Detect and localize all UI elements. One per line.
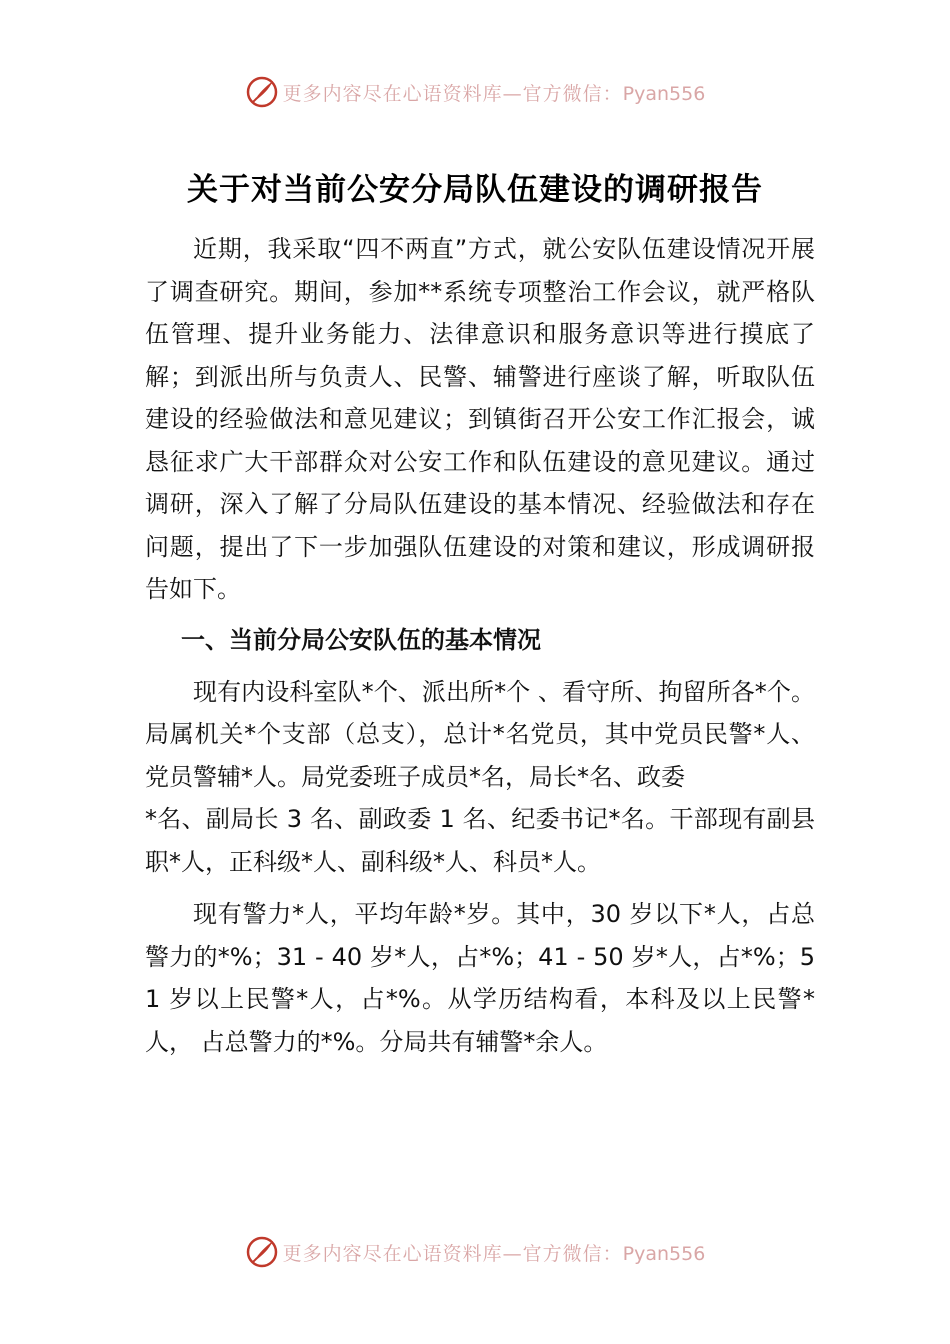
quill-pen-logo-icon xyxy=(245,75,279,109)
intro-paragraph: 近期，我采取“四不两直”方式，就公安队伍建设情况开展了调查研究。期间，参加**系统专项整治工作会议，就严格队伍管理、提升业务能力、法律意识和服务意识等进行摸底了解；到派出所与负责人、民警、辅警进行座谈了解，听取队伍建设的经验做法和意见建议；到镇街召开公安工作汇报会，诚恳征求广大干部群众对公安工作和队伍建设的意见建议。通过调研，深入了解了分局队伍建设的基本情况、经验做法和存在问题，提出了下一步加强队伍建设的对策和建议，形成调研报告如下。 xyxy=(145,235,815,603)
footer-watermark xyxy=(0,1232,950,1272)
paragraph-gap xyxy=(145,883,815,893)
watermark-handle: Pyan556 xyxy=(622,82,706,105)
document-title: 关于对当前公安分局队伍建设的调研报告 xyxy=(187,172,763,208)
watermark-handle: Pyan556 xyxy=(622,1242,706,1265)
section-1-paragraph-1b: *名、副局长 3 名、副政委 1 名、纪委书记*名。干部现有副县职*人，正科级*人、副科级*人、科员*人。 xyxy=(145,805,815,876)
watermark-text xyxy=(283,1239,706,1266)
watermark-caption: 更多内容尽在心语资料库—官方微信： xyxy=(282,82,623,105)
section-1-heading: 一、当前分局公安队伍的基本情况 xyxy=(181,625,541,654)
document-body xyxy=(145,228,815,1063)
section-1-paragraph-1a: 现有内设科室队*个、派出所*个 、看守所、拘留所各*个。局属机关*个支部（总支），总计*名党员，其中党员民警*人、党员警辅*人。局党委班子成员*名，局长*名、政委 xyxy=(145,677,815,791)
watermark-text xyxy=(283,79,706,106)
section-1-paragraph-2: 现有警力*人，平均年龄*岁。其中，30 岁以下*人，占总警力的*%；31 - 40 岁*人，占*%；41 - 50 岁*人，占*%；51 岁以上民警*人，占*%。从学历结构看，本科及以上民警*人， 占总警力的*%。分局共有辅警*余人。 xyxy=(145,900,815,1056)
quill-pen-logo-icon xyxy=(245,1235,279,1269)
header-watermark xyxy=(0,72,950,112)
watermark-caption: 更多内容尽在心语资料库—官方微信： xyxy=(282,1242,623,1265)
